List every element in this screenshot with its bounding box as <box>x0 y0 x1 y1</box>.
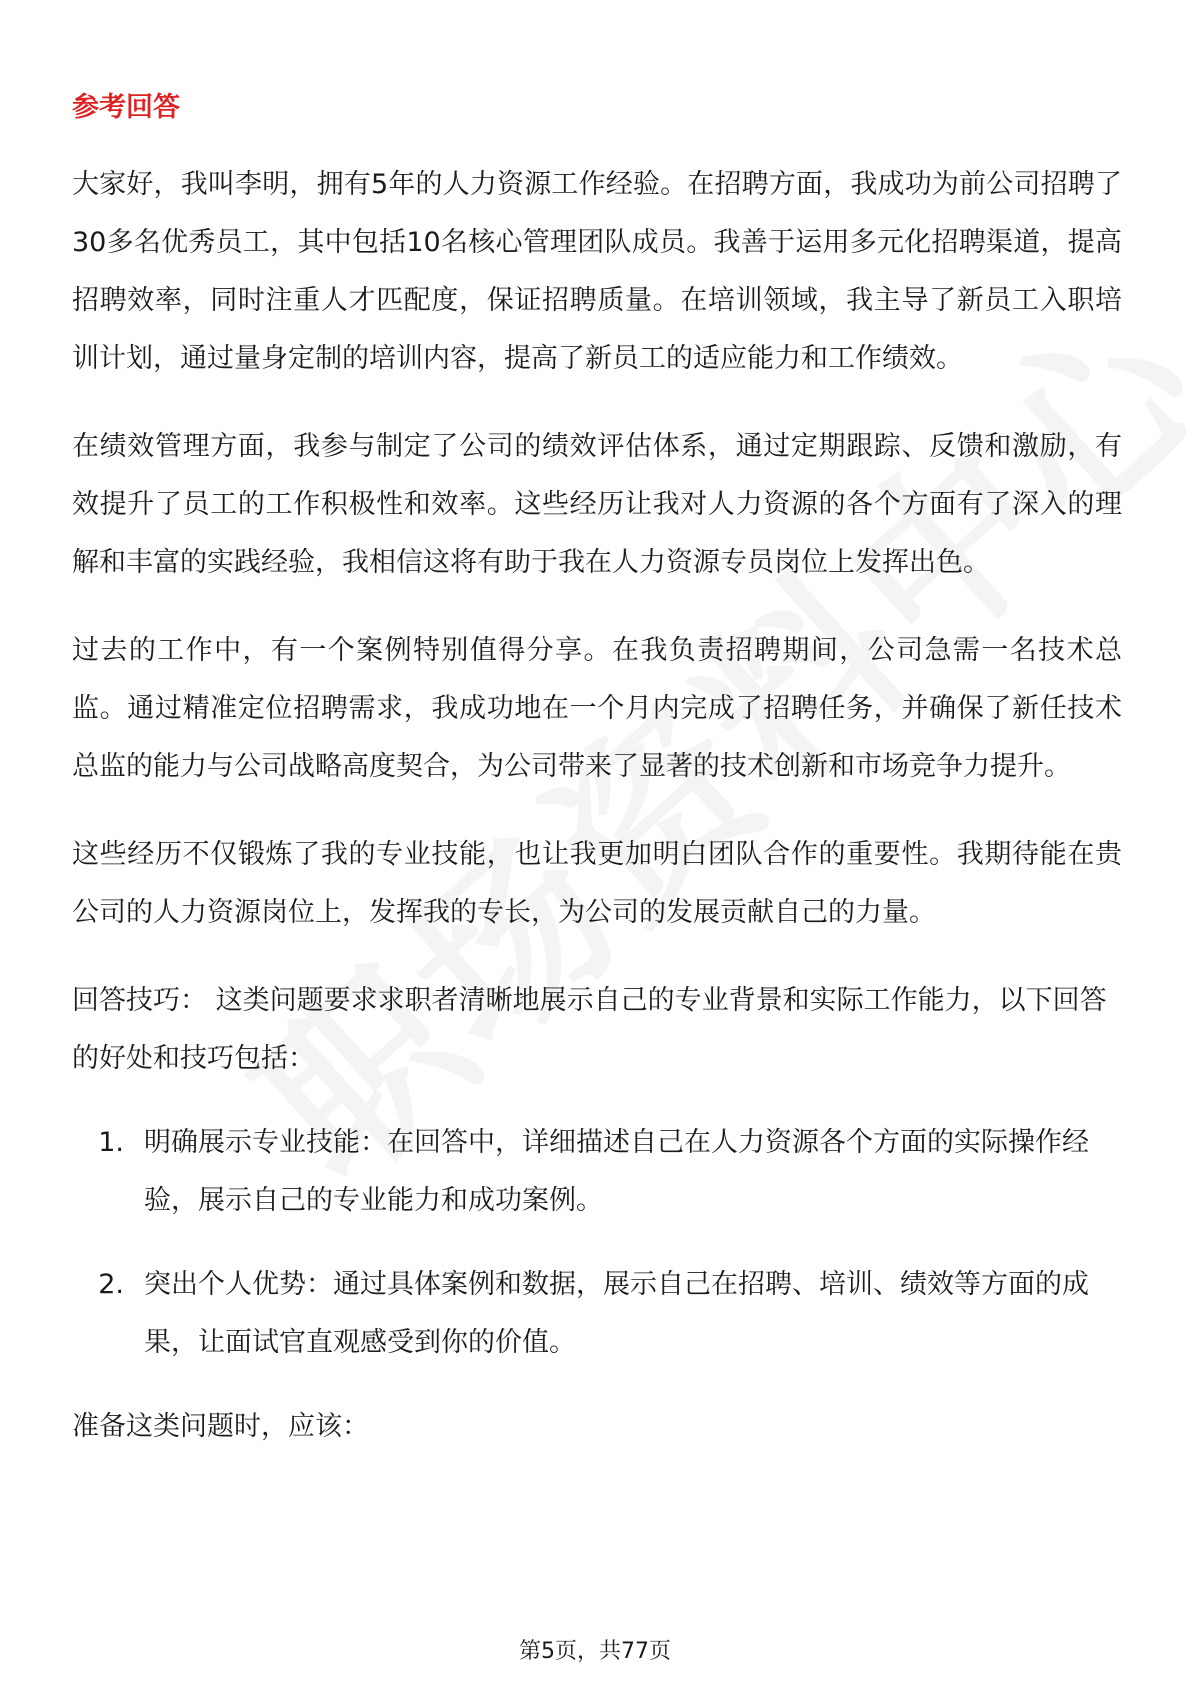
list-item <box>72 1256 1122 1372</box>
answer-paragraph-3: 过去的工作中，有一个案例特别值得分享。在我负责招聘期间，公司急需一名技术总监。通过精准定位招聘需求，我成功地在一个月内完成了招聘任务，并确保了新任技术总监的能力与公司战略高度契合，为公司带来了显著的技术创新和市场竞争力提升。 <box>72 635 1122 782</box>
list-item-text: 突出个人优势：通过具体案例和数据，展示自己在招聘、培训、绩效等方面的成果，让面试官直观感受到你的价值。 <box>144 1269 1089 1358</box>
answer-paragraph-4: 这些经历不仅锻炼了我的专业技能，也让我更加明白团队合作的重要性。我期待能在贵公司的人力资源岗位上，发挥我的专长，为公司的发展贡献自己的力量。 <box>72 839 1122 928</box>
page-content <box>72 88 1122 1456</box>
page-footer: 第5页，共77页 <box>519 1639 671 1664</box>
answer-paragraph-1: 大家好，我叫李明，拥有5年的人力资源工作经验。在招聘方面，我成功为前公司招聘了30多名优秀员工，其中包括10名核心管理团队成员。我善于运用多元化招聘渠道，提高招聘效率，同时注重人才匹配度，保证招聘质量。在培训领域，我主导了新员工入职培训计划，通过量身定制的培训内容，提高了新员工的适应能力和工作绩效。 <box>72 169 1122 374</box>
preparation-text: 准备这类问题时，应该： <box>72 1411 369 1442</box>
tips-list <box>72 1114 1122 1372</box>
list-item-text: 明确展示专业技能：在回答中，详细描述自己在人力资源各个方面的实际操作经验，展示自己的专业能力和成功案例。 <box>144 1127 1089 1216</box>
list-item <box>72 1114 1122 1230</box>
answer-paragraph-2: 在绩效管理方面，我参与制定了公司的绩效评估体系，通过定期跟踪、反馈和激励，有效提升了员工的工作积极性和效率。这些经历让我对人力资源的各个方面有了深入的理解和丰富的实践经验，我相信这将有助于我在人力资源专员岗位上发挥出色。 <box>72 431 1122 578</box>
tips-paragraph <box>72 972 1122 1088</box>
tips-label: 回答技巧： <box>72 985 207 1016</box>
list-item-number: 2. <box>98 1269 124 1300</box>
tips-text: 这类问题要求求职者清晰地展示自己的专业背景和实际工作能力，以下回答的好处和技巧包括： <box>72 985 1107 1074</box>
list-item-number: 1. <box>98 1127 124 1158</box>
section-title: 参考回答 <box>72 92 180 123</box>
